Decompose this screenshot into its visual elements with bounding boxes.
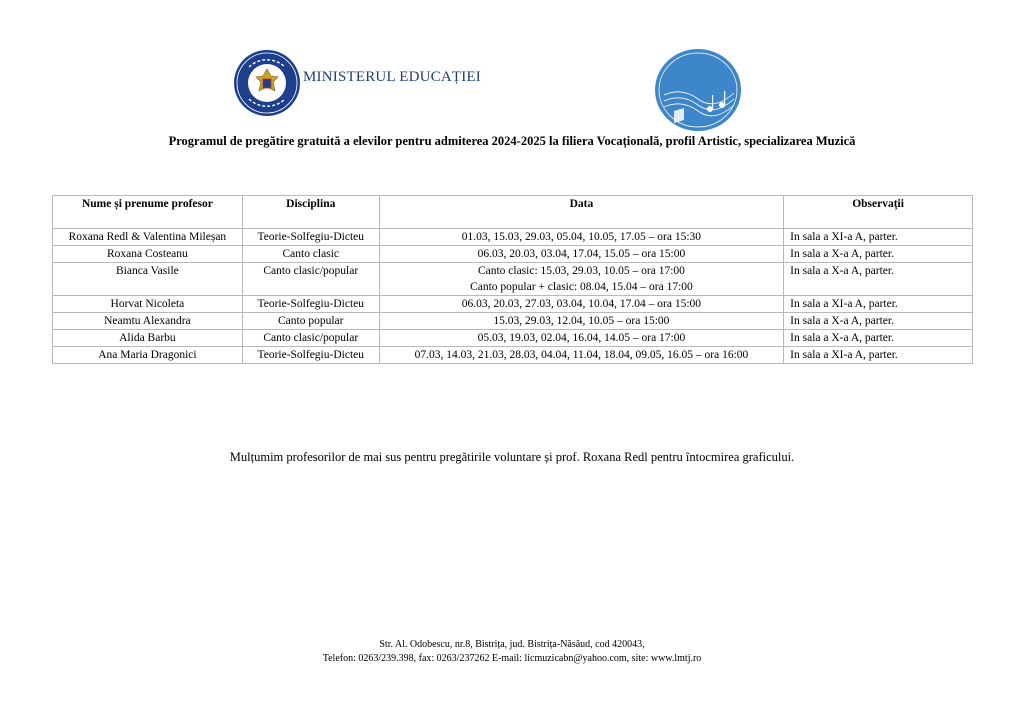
dates: 06.03, 20.03, 03.04, 17.04, 15.05 – ora 15:00 — [379, 246, 783, 263]
teacher-name: Bianca Vasile — [53, 263, 243, 296]
header-teacher-name: Nume și prenume profesor — [53, 196, 243, 229]
observation: In sala a X-a A, parter. — [784, 246, 973, 263]
table-row — [53, 246, 973, 263]
dates-line-2: Canto popular + clasic: 08.04, 15.04 – ora 17:00 — [470, 281, 693, 293]
table-row — [53, 347, 973, 364]
dates-line-1: Canto clasic: 15.03, 29.03, 10.05 – ora 17:00 — [477, 265, 685, 277]
table-header-row — [53, 196, 973, 229]
discipline: Canto clasic — [242, 246, 379, 263]
school-logo — [652, 47, 744, 133]
table-row — [53, 229, 973, 246]
ministry-name: MINISTERUL EDUCAȚIEI — [303, 69, 482, 85]
footer-address: Str. Al. Odobescu, nr.8, Bistrița, jud. Bistrița-Năsăud, cod 420043, — [379, 639, 645, 650]
footer-contacts: Telefon: 0263/239.398, fax: 0263/237262 E-mail: licmuzicabn@yahoo.com, site: www.lmtj.ro — [322, 653, 702, 664]
table-row — [53, 296, 973, 313]
table-row — [53, 330, 973, 347]
teacher-name: Horvat Nicoleta — [53, 296, 243, 313]
observation: In sala a XI-a A, parter. — [784, 347, 973, 364]
observation: In sala a XI-a A, parter. — [784, 296, 973, 313]
schedule-table — [52, 195, 973, 364]
observation: In sala a X-a A, parter. — [784, 330, 973, 347]
observation: In sala a X-a A, parter. — [784, 263, 973, 296]
thanks-note: Mulțumim profesorilor de mai sus pentru pregătirile voluntare și prof. Roxana Redl pentru întocmirea graficului. — [229, 450, 795, 464]
dates: 01.03, 15.03, 29.03, 05.04, 10.05, 17.05 – ora 15:30 — [379, 229, 783, 246]
dates: 15.03, 29.03, 12.04, 10.05 – ora 15:00 — [379, 313, 783, 330]
footer-contact — [0, 638, 1024, 666]
header-date: Data — [379, 196, 783, 229]
discipline: Canto clasic/popular — [242, 330, 379, 347]
header-observations: Observații — [784, 196, 973, 229]
discipline: Canto popular — [242, 313, 379, 330]
document-title: Programul de pregătire gratuită a elevilor pentru admiterea 2024-2025 la filiera Vocațională, profil Artistic, specializarea Muzică — [168, 134, 856, 148]
teacher-name: Neamtu Alexandra — [53, 313, 243, 330]
dates — [379, 263, 783, 296]
discipline: Teorie-Solfegiu-Dicteu — [242, 347, 379, 364]
table-row — [53, 313, 973, 330]
dates: 07.03, 14.03, 21.03, 28.03, 04.04, 11.04, 18.04, 09.05, 16.05 – ora 16:00 — [379, 347, 783, 364]
observation: In sala a X-a A, parter. — [784, 313, 973, 330]
teacher-name: Roxana Redl & Valentina Mileșan — [53, 229, 243, 246]
observation: In sala a XI-a A, parter. — [784, 229, 973, 246]
teacher-name: Ana Maria Dragonici — [53, 347, 243, 364]
header-discipline: Disciplina — [242, 196, 379, 229]
teacher-name: Roxana Costeanu — [53, 246, 243, 263]
discipline: Teorie-Solfegiu-Dicteu — [242, 296, 379, 313]
dates: 05.03, 19.03, 02.04, 16.04, 14.05 – ora 17:00 — [379, 330, 783, 347]
table-row — [53, 263, 973, 296]
discipline: Teorie-Solfegiu-Dicteu — [242, 229, 379, 246]
dates: 06.03, 20.03, 27.03, 03.04, 10.04, 17.04 – ora 15:00 — [379, 296, 783, 313]
teacher-name: Alida Barbu — [53, 330, 243, 347]
government-seal-logo — [233, 49, 301, 117]
discipline: Canto clasic/popular — [242, 263, 379, 296]
